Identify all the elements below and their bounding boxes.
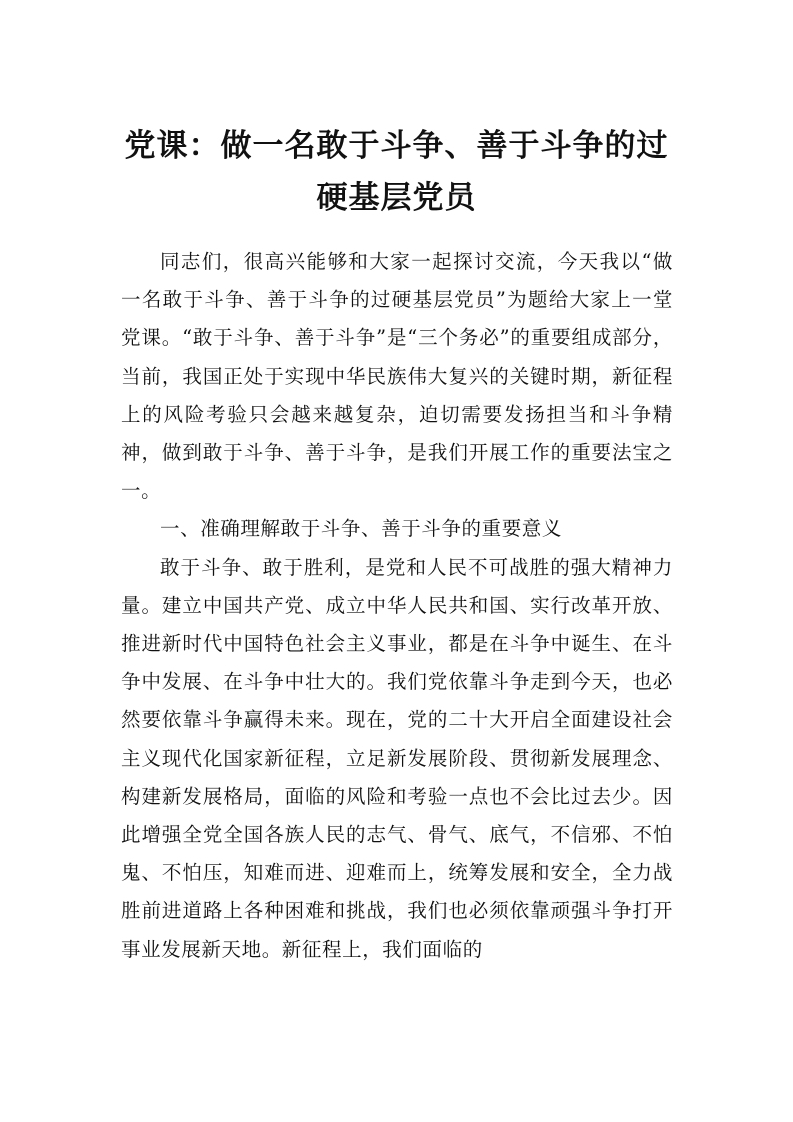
paragraph-intro: 同志们，很高兴能够和大家一起探讨交流，今天我以“做一名敢于斗争、善于斗争的过硬基层党员”为题给大家上一堂党课。“敢于斗争、善于斗争”是“三个务必”的重要组成部分，当前，我国正处于实现中华民族伟大复兴的关键时期，新征程上的风险考验只会越来越复杂，迫切需要发扬担当和斗争精神，做到敢于斗争、善于斗争，是我们开展工作的重要法宝之一。	[121, 250, 673, 503]
document-title: 党课：做一名敢于斗争、善于斗争的过硬基层党员	[124, 128, 669, 216]
section-heading-1: 一、准确理解敢于斗争、善于斗争的重要意义	[160, 517, 563, 541]
document-body	[121, 243, 673, 969]
paragraph-section-1: 敢于斗争、敢于胜利，是党和人民不可战胜的强大精神力量。建立中国共产党、成立中华人民共和国、实行改革开放、推进新时代中国特色社会主义事业，都是在斗争中诞生、在斗争中发展、在斗争中壮大的。我们党依靠斗争走到今天，也必然要依靠斗争赢得未来。现在，党的二十大开启全面建设社会主义现代化国家新征程，立足新发展阶段、贯彻新发展理念、构建新发展格局，面临的风险和考验一点也不会比过去少。因此增强全党全国各族人民的志气、骨气、底气，不信邪、不怕鬼、不怕压，知难而进、迎难而上，统筹发展和安全，全力战胜前进道路上各种困难和挑战，我们也必须依靠顽强斗争打开事业发展新天地。新征程上，我们面临的	[121, 555, 673, 961]
